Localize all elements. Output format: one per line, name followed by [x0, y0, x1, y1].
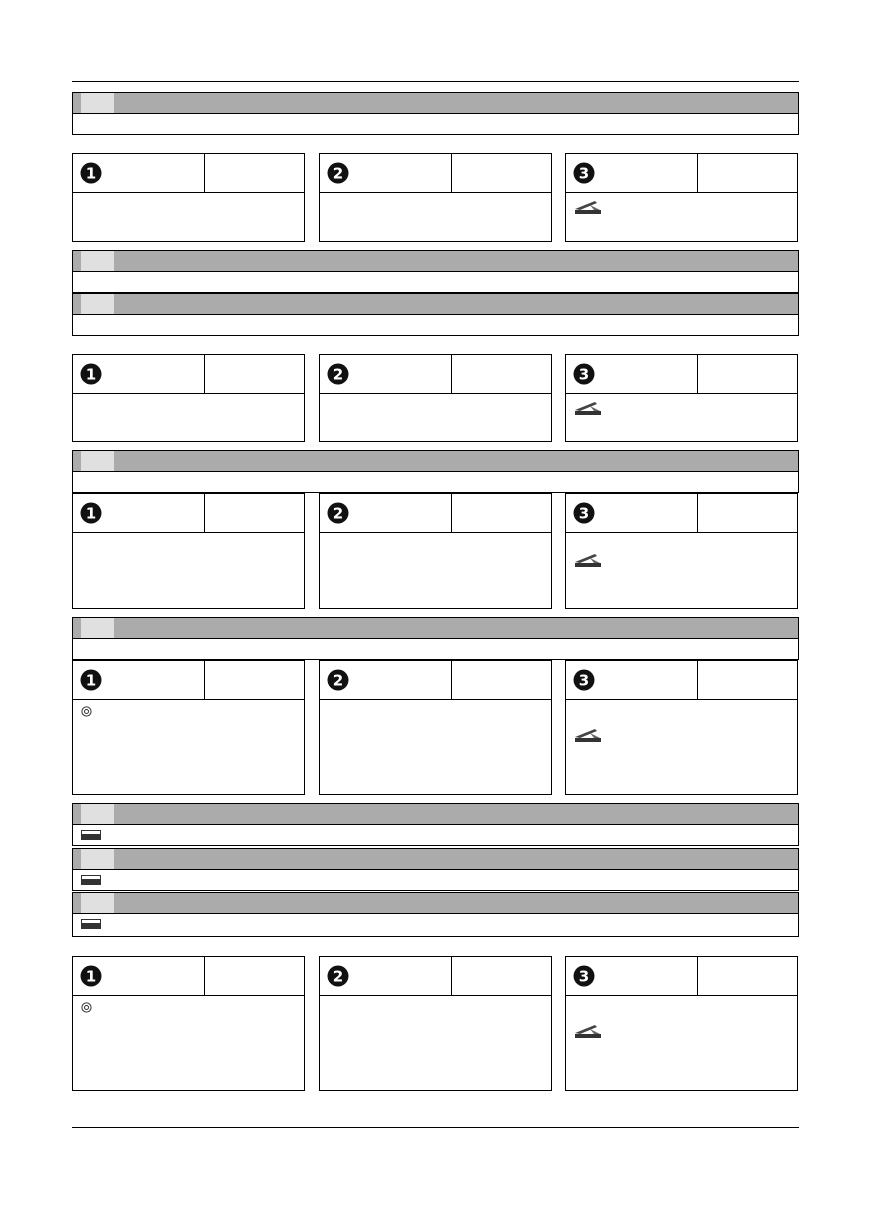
section-description-row [72, 114, 799, 135]
step-box-3 [565, 956, 798, 1091]
step-box-3 [565, 354, 798, 442]
foot-pedal-icon [574, 1023, 602, 1039]
step-box-1 [72, 493, 305, 609]
note-target-icon [81, 1002, 92, 1013]
step-box-2 [319, 660, 552, 795]
step-box-3 [565, 153, 798, 242]
number-1-circle-icon [80, 965, 102, 987]
number-2-circle-icon [327, 162, 349, 184]
top-rule [72, 81, 799, 82]
section-tab [81, 849, 114, 869]
number-3-circle-icon [573, 965, 595, 987]
number-2-circle-icon [327, 965, 349, 987]
section-description-row [72, 639, 799, 660]
number-2-circle-icon [327, 502, 349, 524]
number-1-circle-icon [80, 363, 102, 385]
section-bar [72, 848, 799, 870]
number-2-circle-icon [327, 363, 349, 385]
section-tab [81, 893, 114, 913]
step-box-2 [319, 354, 552, 442]
step-box-2 [319, 153, 552, 242]
number-1-circle-icon [80, 502, 102, 524]
cassette-icon [81, 875, 101, 885]
section-tab [81, 618, 114, 638]
number-3-circle-icon [573, 363, 595, 385]
number-1-circle-icon [80, 162, 102, 184]
cassette-icon [81, 919, 101, 929]
section-bar [72, 617, 799, 639]
section-description-row [72, 472, 799, 493]
number-3-circle-icon [573, 502, 595, 524]
step-box-3 [565, 493, 798, 609]
section-tab [81, 93, 114, 113]
section-tab [81, 451, 114, 471]
foot-pedal-icon [574, 400, 602, 416]
foot-pedal-icon [574, 727, 602, 743]
section-description-row [72, 870, 799, 891]
step-box-1 [72, 153, 305, 242]
section-bar [72, 803, 799, 825]
section-bar [72, 450, 799, 472]
section-description-row [72, 825, 799, 846]
bottom-rule [72, 1127, 799, 1128]
foot-pedal-icon [574, 199, 602, 215]
section-description-row [72, 914, 799, 937]
section-tab [81, 804, 114, 824]
section-description-row [72, 272, 799, 293]
section-bar [72, 250, 799, 272]
step-box-1 [72, 660, 305, 795]
section-bar [72, 293, 799, 315]
section-tab [81, 251, 114, 271]
step-box-1 [72, 354, 305, 442]
note-target-icon [81, 706, 92, 717]
section-tab [81, 294, 114, 314]
section-bar [72, 892, 799, 914]
step-box-2 [319, 956, 552, 1091]
cassette-icon [81, 830, 101, 840]
number-1-circle-icon [80, 669, 102, 691]
step-box-3 [565, 660, 798, 795]
number-2-circle-icon [327, 669, 349, 691]
step-box-1 [72, 956, 305, 1091]
number-3-circle-icon [573, 162, 595, 184]
number-3-circle-icon [573, 669, 595, 691]
section-bar [72, 92, 799, 114]
step-box-2 [319, 493, 552, 609]
section-description-row [72, 315, 799, 336]
foot-pedal-icon [574, 552, 602, 568]
